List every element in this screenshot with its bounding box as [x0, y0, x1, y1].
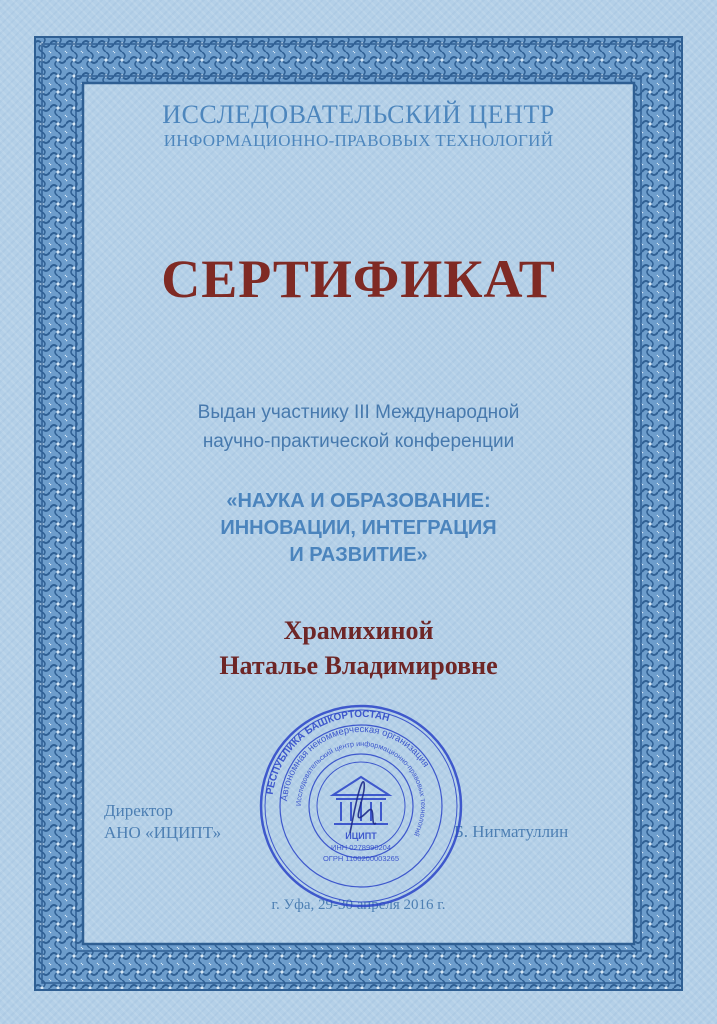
certificate-title: СЕРТИФИКАТ	[161, 249, 556, 309]
conference-line-2: ИННОВАЦИИ, ИНТЕГРАЦИЯ	[220, 517, 497, 539]
org-name-line2: ИНФОРМАЦИОННО-ПРАВОВЫХ ТЕХНОЛОГИЙ	[163, 131, 554, 150]
director-position: Директор	[104, 801, 173, 820]
stamp-center-label: ИЦИПТ	[345, 831, 377, 841]
recipient-given-names: Наталье Владимировне	[219, 651, 498, 680]
director-name: Б. Нигматуллин	[454, 822, 569, 841]
issued-line-1: Выдан участнику III Международной	[197, 402, 520, 423]
director-title	[104, 800, 221, 844]
official-stamp	[258, 703, 464, 909]
issued-line-2: научно-практической конференции	[202, 431, 515, 452]
director-organization: АНО «ИЦИПТ»	[104, 823, 222, 842]
conference-line-3: И РАЗВИТИЕ»	[289, 544, 428, 566]
conference-title	[84, 488, 633, 569]
stamp-outer-ring-text: РЕСПУБЛИКА БАШКОРТОСТАН	[264, 708, 391, 796]
stamp-inner-ring-text: Исследовательский центр информационно-правовых технологий	[293, 738, 429, 839]
recipient-name	[84, 613, 633, 683]
org-name-line1: ИССЛЕДОВАТЕЛЬСКИЙ ЦЕНТР	[162, 100, 555, 129]
director-signature	[350, 782, 376, 833]
issued-text	[84, 398, 633, 456]
stamp-middle-ring-text: Автономная некоммерческая организация	[279, 723, 432, 802]
recipient-surname: Храмихиной	[283, 616, 434, 645]
place-and-date: г. Уфа, 29-30 апреля 2016 г.	[271, 897, 446, 913]
stamp-ogrn: ОГРН 1100200003265	[322, 854, 400, 863]
stamp-inn: ИНН 0278990204	[330, 843, 392, 852]
conference-line-1: «НАУКА И ОБРАЗОВАНИЕ:	[226, 490, 491, 512]
